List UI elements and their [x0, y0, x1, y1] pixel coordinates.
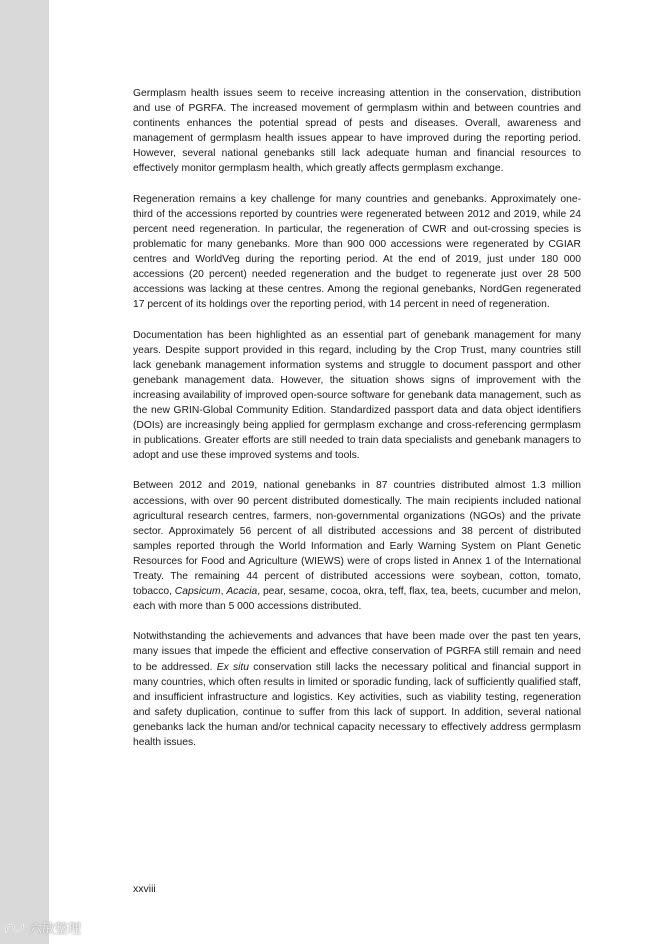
text-run: conservation still lacks the necessary political and financial support in many countries, which often results in limited or sporadic funding, lack of sufficiently qualified staff, and insufficient infrastructure and logistics. Key activities, such as viability testing, regeneration and safety duplication, continue to suffer from this lack of support. In addition, several national genebanks lack the human and/or technical capacity necessary to effectively address germplasm health issues. — [133, 661, 581, 749]
text-run: Documentation has been highlighted as an essential part of genebank management for many years. Despite support provided in this regard, including by the Crop Trust, many countries still lack genebank management information systems and struggle to document passport and other genebank management data. However, the situation shows signs of improvement with the increasing availability of improved open-source software for genebank data management, such as the new GRIN-Global Community Edition. Standardized passport data and data object identifiers (DOIs) are increasingly being applied for germplasm exchange and cross-referencing germplasm in publications. Greater efforts are still needed to train data specialists and genebank managers to adopt and use these improved systems and tools. — [133, 329, 581, 462]
paragraph-distribution — [133, 478, 581, 614]
paragraph-conclusion — [133, 629, 581, 750]
text-run: , pear, sesame, cocoa, okra, teff, flax, tea, beets, cucumber and melon, each with more than 5 000 accessions distributed. — [133, 586, 581, 613]
italic-term: Ex situ — [216, 661, 249, 673]
left-margin-band — [0, 0, 49, 944]
text-run: , — [220, 586, 227, 598]
italic-term: Capsicum — [174, 586, 221, 598]
text-run: Germplasm health issues seem to receive increasing attention in the conservation, distribution and use of PGRFA. The increased movement of germplasm within and between countries and continents enhances the potential spread of pests and diseases. Overall, awareness and management of germplasm health issues appear to have improved during the reporting period. However, several national genebanks still lack adequate human and financial resources to effectively monitor germplasm health, which greatly affects germplasm exchange. — [133, 88, 581, 175]
page-number: xxviii — [133, 883, 156, 895]
paragraph-regeneration — [133, 192, 581, 313]
text-run: Notwithstanding the achievements and advances that have been made over the past ten years, many issues that impede the efficient and effective conservation of PGRFA still remain and need to be addressed. — [133, 631, 581, 673]
text-run: Between 2012 and 2019, national genebanks in 87 countries distributed almost 1.3 million accessions, with over 90 percent distributed domestically. The main recipients included national agricultural research centres, farmers, non-governmental organizations (NGOs) and the private sector. Approximately 56 percent of all distributed accessions and 38 percent of distributed samples reported through the World Information and Early Warning System on Plant Genetic Resources for Food and Agriculture (WIEWS) were of crops listed in Annex 1 of the International Treaty. The remaining 44 percent of distributed accessions were soybean, cotton, tomato, tobacco, — [133, 480, 581, 598]
body-text — [133, 86, 581, 765]
watermark — [4, 918, 81, 937]
watermark-text: 六敏整理 — [29, 922, 82, 937]
paragraph-documentation — [133, 328, 581, 464]
italic-term: Acacia — [226, 586, 258, 598]
watermark-logo-icon — [4, 921, 26, 935]
text-run: Regeneration remains a key challenge for many countries and genebanks. Approximately one-third of the accessions reported by countries were regenerated between 2012 and 2019, while 24 percent need regeneration. In particular, the regeneration of CWR and out-crossing species is problematic for many genebanks. More than 900 000 accessions were regenerated by CGIAR centres and WorldVeg during the reporting period. At the end of 2019, just under 180 000 accessions (20 percent) needed regeneration and the budget to regenerate just over 28 500 accessions was lacking at these centres. Among the regional genebanks, NordGen regenerated 17 percent of its holdings over the reporting period, with 14 percent in need of regeneration. — [133, 193, 581, 311]
paragraph-germplasm-health — [133, 86, 581, 177]
